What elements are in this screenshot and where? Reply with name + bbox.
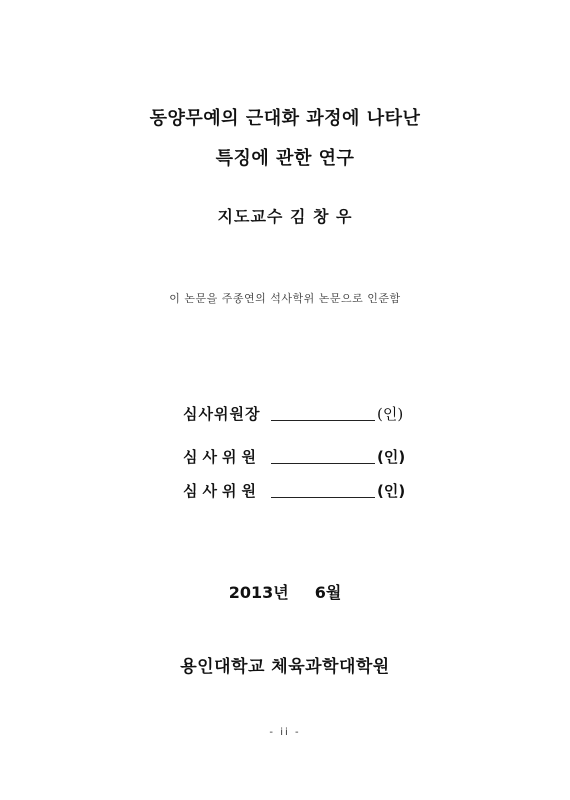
signature-line: [271, 447, 375, 464]
committee-chair-role: 심사위원장: [183, 405, 261, 423]
page-number: - ii -: [269, 727, 301, 738]
seal-mark: (인): [377, 448, 406, 466]
committee-member2-row: [183, 477, 405, 501]
date-year: 2013년: [228, 583, 289, 602]
seal-mark: (인): [377, 405, 404, 423]
thesis-title-line2: 특징에 관한 연구: [215, 148, 355, 169]
thesis-title-line1: 동양무예의 근대화 과정에 나타난: [149, 108, 421, 129]
committee-member1-role: 심사위원: [183, 448, 261, 466]
date-month: 6월: [314, 583, 342, 602]
advisor-name: 지도교수 김 창 우: [217, 207, 353, 226]
approval-statement: 이 논문을 주종연의 석사학위 논문으로 인준함: [169, 292, 401, 305]
approval-date: [0, 580, 570, 603]
signature-line: [271, 404, 375, 421]
university-name: 용인대학교 체육과학대학원: [180, 657, 390, 677]
signature-line: [271, 481, 375, 498]
committee-member2-role: 심사위원: [183, 482, 261, 500]
committee-chair-row: [183, 400, 403, 424]
committee-member1-row: [183, 443, 405, 467]
seal-mark: (인): [377, 482, 406, 500]
